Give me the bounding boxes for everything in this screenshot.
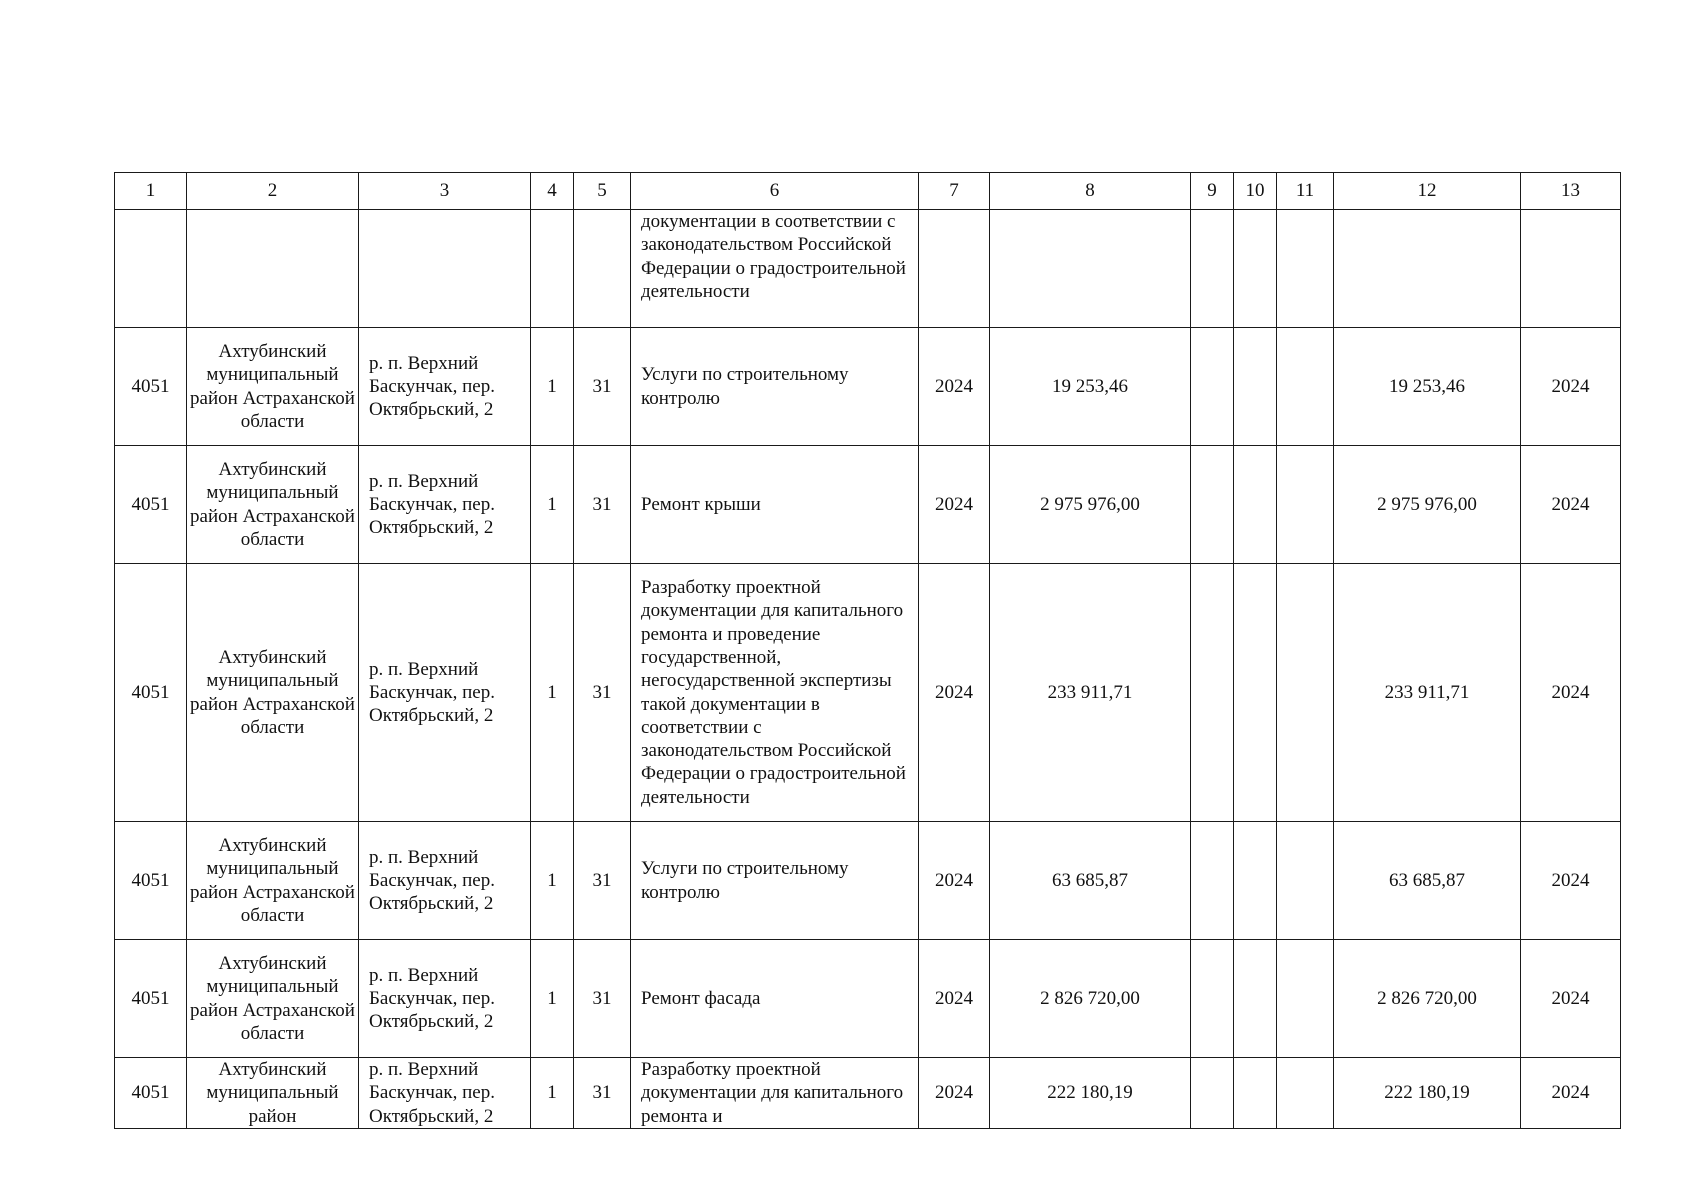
total-cost-cell: 2 975 976,00: [990, 446, 1191, 564]
end-year-cell: 2024: [1521, 328, 1621, 446]
work-description: Ремонт фасада: [631, 940, 919, 1058]
address-cell: р. п. Верхний Баскунчак, пер. Октябрьский, 2: [359, 940, 531, 1058]
column-number-11: 11: [1277, 173, 1334, 210]
col5-cell: 31: [574, 328, 631, 446]
total-cost-cell: 2 826 720,00: [990, 940, 1191, 1058]
column-number-9: 9: [1191, 173, 1234, 210]
col5-cell: 31: [574, 940, 631, 1058]
work-description: Ремонт крыши: [631, 446, 919, 564]
amount-cell: 2 826 720,00: [1334, 940, 1521, 1058]
end-year-cell: 2024: [1521, 564, 1621, 822]
table-row: [115, 328, 1621, 446]
work-description: Услуги по строительному контролю: [631, 328, 919, 446]
work-description: Услуги по строительному контролю: [631, 822, 919, 940]
column-number-1: 1: [115, 173, 187, 210]
municipality-cell: Ахтубинский муниципальный район Астраханской области: [187, 822, 359, 940]
column-number-4: 4: [531, 173, 574, 210]
total-cost-cell: 233 911,71: [990, 564, 1191, 822]
table-cell: [1191, 210, 1234, 328]
column-number-13: 13: [1521, 173, 1621, 210]
col11-cell: [1277, 328, 1334, 446]
capital-repair-register-table: [114, 172, 1621, 1129]
year-cell: 2024: [919, 822, 990, 940]
year-cell: 2024: [919, 328, 990, 446]
total-cost-cell: 222 180,19: [990, 1058, 1191, 1129]
amount-cell: 63 685,87: [1334, 822, 1521, 940]
table-cell: [531, 210, 574, 328]
work-description: документации в соответствии с законодательством Российской Федерации о градостроительной деятельности: [641, 211, 906, 302]
col9-cell: [1191, 1058, 1234, 1129]
table-row: [115, 822, 1621, 940]
row-code: 4051: [115, 940, 187, 1058]
year-cell: 2024: [919, 564, 990, 822]
end-year-cell: 2024: [1521, 446, 1621, 564]
end-year-cell: 2024: [1521, 940, 1621, 1058]
col11-cell: [1277, 564, 1334, 822]
column-number-5: 5: [574, 173, 631, 210]
municipality-cell: Ахтубинский муниципальный район Астраханской области: [187, 446, 359, 564]
address-cell: р. п. Верхний Баскунчак, пер. Октябрьский, 2: [359, 446, 531, 564]
col11-cell: [1277, 940, 1334, 1058]
column-number-row: [115, 173, 1621, 210]
row-code: 4051: [115, 822, 187, 940]
col9-cell: [1191, 446, 1234, 564]
end-year-cell: 2024: [1521, 1058, 1621, 1129]
table-row: [115, 940, 1621, 1058]
col5-cell: 31: [574, 564, 631, 822]
address-cell: р. п. Верхний Баскунчак, пер. Октябрьский, 2: [359, 564, 531, 822]
col4-cell: 1: [531, 1058, 574, 1129]
total-cost-cell: 63 685,87: [990, 822, 1191, 940]
col10-cell: [1234, 564, 1277, 822]
municipality-cell: Ахтубинский муниципальный район Астраханской области: [187, 564, 359, 822]
address-cell: р. п. Верхний Баскунчак, пер. Октябрьский, 2: [359, 328, 531, 446]
row-code: 4051: [115, 328, 187, 446]
table-cell: [1234, 210, 1277, 328]
col5-cell: 31: [574, 446, 631, 564]
municipality-cell: Ахтубинский муниципальный район Астраханской области: [187, 328, 359, 446]
work-description: Разработку проектной документации для капитального ремонта и: [641, 1059, 904, 1127]
year-cell: 2024: [919, 940, 990, 1058]
amount-cell: 233 911,71: [1334, 564, 1521, 822]
col4-cell: 1: [531, 446, 574, 564]
col10-cell: [1234, 822, 1277, 940]
col4-cell: 1: [531, 328, 574, 446]
col9-cell: [1191, 328, 1234, 446]
amount-cell: 222 180,19: [1334, 1058, 1521, 1129]
row-code: 4051: [115, 564, 187, 822]
col10-cell: [1234, 1058, 1277, 1129]
year-cell: 2024: [919, 446, 990, 564]
table-row: [115, 1058, 1621, 1129]
municipality-cell: Ахтубинский муниципальный район Астраханской области: [187, 940, 359, 1058]
row-code: 4051: [115, 446, 187, 564]
row-code: 4051: [115, 1058, 187, 1129]
continuation-row: [115, 210, 1621, 328]
end-year-cell: 2024: [1521, 822, 1621, 940]
table-row: [115, 564, 1621, 822]
municipality-cell: [187, 1058, 359, 1129]
column-number-8: 8: [990, 173, 1191, 210]
col11-cell: [1277, 822, 1334, 940]
table-cell: [187, 210, 359, 328]
col10-cell: [1234, 940, 1277, 1058]
table-cell: [919, 210, 990, 328]
col9-cell: [1191, 822, 1234, 940]
column-number-3: 3: [359, 173, 531, 210]
col11-cell: [1277, 1058, 1334, 1129]
table-cell: [574, 210, 631, 328]
col4-cell: 1: [531, 940, 574, 1058]
municipality-text: Ахтубинский муниципальный район: [206, 1059, 339, 1127]
address-cell: р. п. Верхний Баскунчак, пер. Октябрьский, 2: [359, 1058, 531, 1129]
column-number-12: 12: [1334, 173, 1521, 210]
col11-cell: [1277, 446, 1334, 564]
col9-cell: [1191, 940, 1234, 1058]
col5-cell: 31: [574, 1058, 631, 1129]
amount-cell: 19 253,46: [1334, 328, 1521, 446]
table-cell: [1521, 210, 1621, 328]
table-cell: [1334, 210, 1521, 328]
work-description-cell: [631, 1058, 919, 1129]
table-cell: [115, 210, 187, 328]
column-number-6: 6: [631, 173, 919, 210]
year-cell: 2024: [919, 1058, 990, 1129]
column-number-2: 2: [187, 173, 359, 210]
col4-cell: 1: [531, 564, 574, 822]
column-number-10: 10: [1234, 173, 1277, 210]
table-cell: [990, 210, 1191, 328]
col10-cell: [1234, 328, 1277, 446]
col5-cell: 31: [574, 822, 631, 940]
address-cell: р. п. Верхний Баскунчак, пер. Октябрьский, 2: [359, 822, 531, 940]
table-cell: [1277, 210, 1334, 328]
work-description-cell: [631, 210, 919, 328]
amount-cell: 2 975 976,00: [1334, 446, 1521, 564]
table-cell: [359, 210, 531, 328]
total-cost-cell: 19 253,46: [990, 328, 1191, 446]
table-row: [115, 446, 1621, 564]
column-number-7: 7: [919, 173, 990, 210]
col9-cell: [1191, 564, 1234, 822]
col4-cell: 1: [531, 822, 574, 940]
work-description: Разработку проектной документации для капитального ремонта и проведение государственной, негосударственной экспертизы такой документации в соответствии с законодательством Российской Федерации о градостроительной деятельности: [631, 564, 919, 822]
col10-cell: [1234, 446, 1277, 564]
